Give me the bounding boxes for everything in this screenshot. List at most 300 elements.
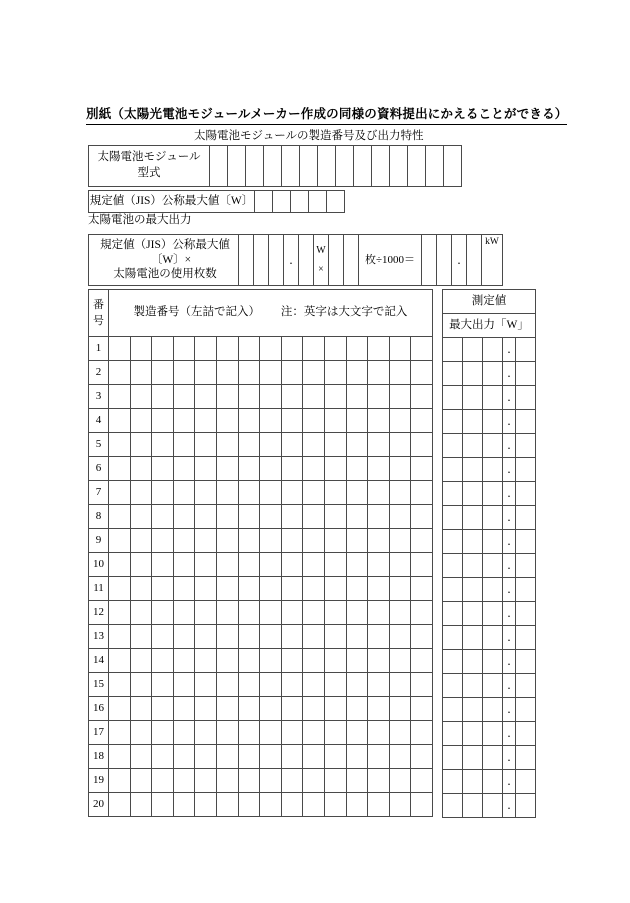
serial-input-cell[interactable] [109,721,131,745]
measured-value-cell[interactable] [463,410,483,434]
serial-input-cell[interactable] [173,481,195,505]
serial-input-cell[interactable] [368,553,390,577]
serial-input-cell[interactable] [109,361,131,385]
measured-decimal-point[interactable]: . [503,506,516,530]
serial-input-cell[interactable] [281,577,303,601]
serial-input-cell[interactable] [368,361,390,385]
serial-input-cell[interactable] [324,625,346,649]
serial-input-cell[interactable] [238,457,260,481]
serial-input-cell[interactable] [130,721,152,745]
measured-decimal-point[interactable]: . [503,698,516,722]
serial-input-cell[interactable] [324,745,346,769]
serial-input-cell[interactable] [216,745,238,769]
serial-input-cell[interactable] [216,505,238,529]
module-type-input-cell[interactable] [246,146,264,187]
measured-value-cell[interactable] [463,674,483,698]
serial-input-cell[interactable] [173,385,195,409]
serial-input-cell[interactable] [324,577,346,601]
serial-input-cell[interactable] [281,601,303,625]
serial-input-cell[interactable] [303,673,325,697]
serial-input-cell[interactable] [346,361,368,385]
module-type-input-cell[interactable] [318,146,336,187]
serial-input-cell[interactable] [389,697,411,721]
calc-input-cell[interactable] [299,235,314,286]
serial-input-cell[interactable] [216,529,238,553]
serial-input-cell[interactable] [173,649,195,673]
serial-input-cell[interactable] [346,553,368,577]
serial-input-cell[interactable] [216,361,238,385]
serial-input-cell[interactable] [346,529,368,553]
serial-input-cell[interactable] [260,433,282,457]
serial-input-cell[interactable] [346,601,368,625]
serial-input-cell[interactable] [389,577,411,601]
serial-input-cell[interactable] [238,433,260,457]
measured-value-cell[interactable] [483,602,503,626]
module-type-input-cell[interactable] [390,146,408,187]
serial-input-cell[interactable] [281,673,303,697]
measured-value-cell[interactable] [443,482,463,506]
measured-value-cell[interactable] [483,458,503,482]
serial-input-cell[interactable] [109,625,131,649]
measured-value-cell[interactable] [443,530,463,554]
serial-input-cell[interactable] [411,409,433,433]
serial-input-cell[interactable] [130,385,152,409]
serial-input-cell[interactable] [346,433,368,457]
serial-input-cell[interactable] [389,337,411,361]
serial-input-cell[interactable] [389,505,411,529]
serial-input-cell[interactable] [260,481,282,505]
serial-input-cell[interactable] [346,337,368,361]
serial-input-cell[interactable] [324,361,346,385]
serial-input-cell[interactable] [303,697,325,721]
serial-input-cell[interactable] [238,721,260,745]
serial-input-cell[interactable] [130,697,152,721]
serial-input-cell[interactable] [152,577,174,601]
jis-rated-input-cell[interactable] [255,191,273,213]
measured-value-cell[interactable] [463,794,483,818]
module-type-input-cell[interactable] [444,146,462,187]
serial-input-cell[interactable] [368,481,390,505]
measured-value-cell[interactable] [483,386,503,410]
serial-input-cell[interactable] [109,337,131,361]
measured-decimal-point[interactable]: . [503,746,516,770]
measured-value-cell[interactable] [463,698,483,722]
serial-input-cell[interactable] [195,457,217,481]
serial-input-cell[interactable] [303,601,325,625]
measured-value-cell[interactable] [516,674,536,698]
serial-input-cell[interactable] [173,409,195,433]
serial-input-cell[interactable] [389,361,411,385]
serial-input-cell[interactable] [238,481,260,505]
serial-input-cell[interactable] [281,793,303,817]
serial-input-cell[interactable] [368,769,390,793]
measured-decimal-point[interactable]: . [503,362,516,386]
serial-input-cell[interactable] [411,577,433,601]
serial-input-cell[interactable] [195,553,217,577]
serial-input-cell[interactable] [411,553,433,577]
measured-value-cell[interactable] [463,458,483,482]
serial-input-cell[interactable] [130,745,152,769]
serial-input-cell[interactable] [195,577,217,601]
serial-input-cell[interactable] [346,721,368,745]
serial-input-cell[interactable] [260,721,282,745]
measured-value-cell[interactable] [443,338,463,362]
measured-value-cell[interactable] [463,386,483,410]
serial-input-cell[interactable] [324,457,346,481]
serial-input-cell[interactable] [260,529,282,553]
serial-input-cell[interactable] [368,601,390,625]
calc-sheet-count-cell[interactable] [344,235,359,286]
serial-input-cell[interactable] [389,433,411,457]
serial-input-cell[interactable] [281,529,303,553]
calc-decimal-point[interactable]: . [284,235,299,286]
serial-input-cell[interactable] [216,601,238,625]
serial-input-cell[interactable] [389,553,411,577]
serial-input-cell[interactable] [152,769,174,793]
measured-value-cell[interactable] [516,410,536,434]
serial-input-cell[interactable] [281,697,303,721]
serial-input-cell[interactable] [152,601,174,625]
measured-decimal-point[interactable]: . [503,674,516,698]
serial-input-cell[interactable] [195,649,217,673]
serial-input-cell[interactable] [281,769,303,793]
measured-value-cell[interactable] [463,578,483,602]
serial-input-cell[interactable] [411,721,433,745]
serial-input-cell[interactable] [173,577,195,601]
serial-input-cell[interactable] [303,433,325,457]
serial-input-cell[interactable] [303,337,325,361]
serial-input-cell[interactable] [346,577,368,601]
measured-value-cell[interactable] [463,506,483,530]
measured-value-cell[interactable] [443,770,463,794]
serial-input-cell[interactable] [303,505,325,529]
serial-input-cell[interactable] [324,385,346,409]
serial-input-cell[interactable] [130,673,152,697]
serial-input-cell[interactable] [368,385,390,409]
serial-input-cell[interactable] [303,793,325,817]
module-type-input-cell[interactable] [336,146,354,187]
serial-input-cell[interactable] [389,745,411,769]
serial-input-cell[interactable] [389,457,411,481]
measured-value-cell[interactable] [483,650,503,674]
measured-decimal-point[interactable]: . [503,338,516,362]
serial-input-cell[interactable] [109,385,131,409]
serial-input-cell[interactable] [389,481,411,505]
measured-value-cell[interactable] [483,770,503,794]
serial-input-cell[interactable] [238,529,260,553]
module-type-input-cell[interactable] [372,146,390,187]
serial-input-cell[interactable] [346,769,368,793]
measured-value-cell[interactable] [483,578,503,602]
serial-input-cell[interactable] [389,793,411,817]
serial-input-cell[interactable] [303,385,325,409]
calc-result-cell[interactable] [467,235,482,286]
serial-input-cell[interactable] [130,553,152,577]
measured-value-cell[interactable] [463,530,483,554]
serial-input-cell[interactable] [281,553,303,577]
serial-input-cell[interactable] [195,385,217,409]
serial-input-cell[interactable] [324,649,346,673]
serial-input-cell[interactable] [411,481,433,505]
measured-value-cell[interactable] [516,722,536,746]
serial-input-cell[interactable] [260,673,282,697]
measured-value-cell[interactable] [443,650,463,674]
serial-input-cell[interactable] [216,337,238,361]
serial-input-cell[interactable] [216,553,238,577]
measured-value-cell[interactable] [483,794,503,818]
serial-input-cell[interactable] [324,697,346,721]
serial-input-cell[interactable] [260,361,282,385]
measured-value-cell[interactable] [483,722,503,746]
serial-input-cell[interactable] [173,625,195,649]
measured-decimal-point[interactable]: . [503,482,516,506]
measured-value-cell[interactable] [483,410,503,434]
measured-value-cell[interactable] [483,506,503,530]
measured-value-cell[interactable] [463,338,483,362]
serial-input-cell[interactable] [346,649,368,673]
module-type-input-cell[interactable] [210,146,228,187]
serial-input-cell[interactable] [216,721,238,745]
serial-input-cell[interactable] [324,505,346,529]
serial-input-cell[interactable] [173,505,195,529]
serial-input-cell[interactable] [109,409,131,433]
serial-input-cell[interactable] [324,553,346,577]
measured-value-cell[interactable] [483,530,503,554]
serial-input-cell[interactable] [152,385,174,409]
serial-input-cell[interactable] [130,505,152,529]
measured-value-cell[interactable] [483,698,503,722]
measured-value-cell[interactable] [516,746,536,770]
measured-decimal-point[interactable]: . [503,722,516,746]
serial-input-cell[interactable] [303,769,325,793]
measured-value-cell[interactable] [516,770,536,794]
jis-rated-input-cell[interactable] [309,191,327,213]
serial-input-cell[interactable] [216,697,238,721]
serial-input-cell[interactable] [368,625,390,649]
serial-input-cell[interactable] [216,385,238,409]
serial-input-cell[interactable] [195,361,217,385]
serial-input-cell[interactable] [152,505,174,529]
serial-input-cell[interactable] [238,337,260,361]
measured-value-cell[interactable] [443,506,463,530]
serial-input-cell[interactable] [303,457,325,481]
measured-value-cell[interactable] [443,722,463,746]
serial-input-cell[interactable] [324,337,346,361]
serial-input-cell[interactable] [152,337,174,361]
serial-input-cell[interactable] [130,361,152,385]
measured-value-cell[interactable] [443,794,463,818]
serial-input-cell[interactable] [152,409,174,433]
measured-value-cell[interactable] [463,362,483,386]
serial-input-cell[interactable] [324,433,346,457]
measured-value-cell[interactable] [516,386,536,410]
serial-input-cell[interactable] [195,745,217,769]
serial-input-cell[interactable] [260,337,282,361]
measured-value-cell[interactable] [483,482,503,506]
serial-input-cell[interactable] [324,769,346,793]
measured-value-cell[interactable] [463,650,483,674]
measured-value-cell[interactable] [443,362,463,386]
serial-input-cell[interactable] [195,793,217,817]
measured-value-cell[interactable] [516,458,536,482]
serial-input-cell[interactable] [260,697,282,721]
serial-input-cell[interactable] [281,337,303,361]
jis-rated-input-cell[interactable] [291,191,309,213]
serial-input-cell[interactable] [195,337,217,361]
serial-input-cell[interactable] [216,409,238,433]
serial-input-cell[interactable] [152,457,174,481]
serial-input-cell[interactable] [152,361,174,385]
serial-input-cell[interactable] [238,673,260,697]
module-type-input-cell[interactable] [300,146,318,187]
serial-input-cell[interactable] [109,673,131,697]
serial-input-cell[interactable] [389,673,411,697]
serial-input-cell[interactable] [260,625,282,649]
calc-result-cell[interactable] [437,235,452,286]
serial-input-cell[interactable] [238,769,260,793]
measured-value-cell[interactable] [443,386,463,410]
serial-input-cell[interactable] [303,553,325,577]
serial-input-cell[interactable] [281,361,303,385]
serial-input-cell[interactable] [152,673,174,697]
serial-input-cell[interactable] [152,553,174,577]
serial-input-cell[interactable] [109,793,131,817]
serial-input-cell[interactable] [173,697,195,721]
serial-input-cell[interactable] [109,505,131,529]
serial-input-cell[interactable] [109,745,131,769]
serial-input-cell[interactable] [238,505,260,529]
module-type-input-cell[interactable] [228,146,246,187]
measured-value-cell[interactable] [516,506,536,530]
serial-input-cell[interactable] [281,409,303,433]
serial-input-cell[interactable] [260,769,282,793]
serial-input-cell[interactable] [324,793,346,817]
measured-value-cell[interactable] [516,362,536,386]
serial-input-cell[interactable] [109,601,131,625]
serial-input-cell[interactable] [109,649,131,673]
serial-input-cell[interactable] [173,601,195,625]
serial-input-cell[interactable] [152,529,174,553]
serial-input-cell[interactable] [173,721,195,745]
serial-input-cell[interactable] [281,385,303,409]
serial-input-cell[interactable] [238,361,260,385]
serial-input-cell[interactable] [303,529,325,553]
serial-input-cell[interactable] [130,481,152,505]
serial-input-cell[interactable] [195,625,217,649]
serial-input-cell[interactable] [109,769,131,793]
measured-value-cell[interactable] [443,626,463,650]
calc-result-decimal-point[interactable]: . [452,235,467,286]
serial-input-cell[interactable] [411,505,433,529]
measured-value-cell[interactable] [516,698,536,722]
measured-value-cell[interactable] [516,530,536,554]
serial-input-cell[interactable] [260,385,282,409]
calc-input-cell[interactable] [269,235,284,286]
serial-input-cell[interactable] [238,745,260,769]
serial-input-cell[interactable] [281,505,303,529]
serial-input-cell[interactable] [109,553,131,577]
serial-input-cell[interactable] [173,673,195,697]
serial-input-cell[interactable] [411,649,433,673]
serial-input-cell[interactable] [368,433,390,457]
measured-decimal-point[interactable]: . [503,434,516,458]
jis-rated-input-cell[interactable] [273,191,291,213]
serial-input-cell[interactable] [173,745,195,769]
measured-decimal-point[interactable]: . [503,650,516,674]
serial-input-cell[interactable] [281,721,303,745]
serial-input-cell[interactable] [368,457,390,481]
measured-value-cell[interactable] [443,746,463,770]
serial-input-cell[interactable] [411,601,433,625]
serial-input-cell[interactable] [152,433,174,457]
serial-input-cell[interactable] [130,457,152,481]
serial-input-cell[interactable] [260,601,282,625]
serial-input-cell[interactable] [368,697,390,721]
serial-input-cell[interactable] [324,409,346,433]
serial-input-cell[interactable] [368,673,390,697]
measured-value-cell[interactable] [516,626,536,650]
serial-input-cell[interactable] [216,481,238,505]
serial-input-cell[interactable] [109,577,131,601]
measured-value-cell[interactable] [443,458,463,482]
module-type-input-cell[interactable] [264,146,282,187]
serial-input-cell[interactable] [109,697,131,721]
serial-input-cell[interactable] [368,409,390,433]
serial-input-cell[interactable] [368,649,390,673]
serial-input-cell[interactable] [195,433,217,457]
serial-input-cell[interactable] [173,553,195,577]
serial-input-cell[interactable] [173,361,195,385]
serial-input-cell[interactable] [130,649,152,673]
serial-input-cell[interactable] [130,577,152,601]
serial-input-cell[interactable] [411,385,433,409]
measured-value-cell[interactable] [483,434,503,458]
serial-input-cell[interactable] [411,361,433,385]
serial-input-cell[interactable] [152,793,174,817]
serial-input-cell[interactable] [195,505,217,529]
measured-value-cell[interactable] [443,674,463,698]
serial-input-cell[interactable] [260,505,282,529]
serial-input-cell[interactable] [130,529,152,553]
serial-input-cell[interactable] [238,601,260,625]
serial-input-cell[interactable] [346,505,368,529]
serial-input-cell[interactable] [281,481,303,505]
measured-decimal-point[interactable]: . [503,794,516,818]
serial-input-cell[interactable] [109,457,131,481]
serial-input-cell[interactable] [346,745,368,769]
serial-input-cell[interactable] [216,577,238,601]
measured-value-cell[interactable] [463,722,483,746]
serial-input-cell[interactable] [368,745,390,769]
measured-value-cell[interactable] [483,626,503,650]
serial-input-cell[interactable] [195,769,217,793]
serial-input-cell[interactable] [389,769,411,793]
serial-input-cell[interactable] [303,625,325,649]
module-type-input-cell[interactable] [426,146,444,187]
serial-input-cell[interactable] [195,697,217,721]
measured-value-cell[interactable] [516,602,536,626]
serial-input-cell[interactable] [238,577,260,601]
measured-value-cell[interactable] [516,578,536,602]
serial-input-cell[interactable] [238,649,260,673]
serial-input-cell[interactable] [238,409,260,433]
serial-input-cell[interactable] [411,337,433,361]
serial-input-cell[interactable] [346,673,368,697]
serial-input-cell[interactable] [260,553,282,577]
serial-input-cell[interactable] [346,481,368,505]
measured-decimal-point[interactable]: . [503,770,516,794]
serial-input-cell[interactable] [238,625,260,649]
